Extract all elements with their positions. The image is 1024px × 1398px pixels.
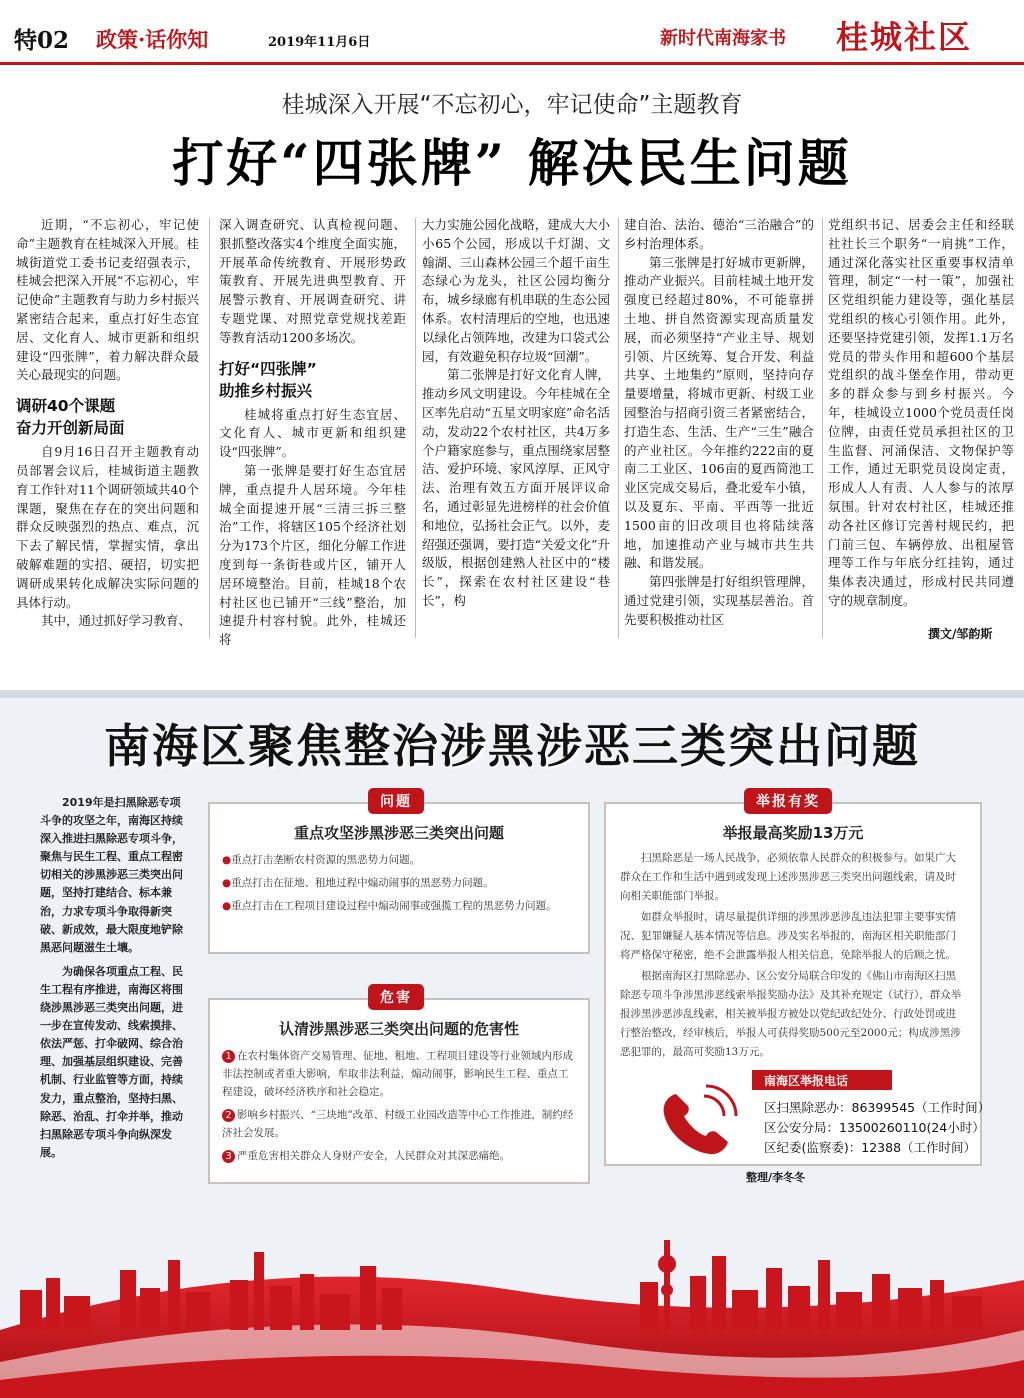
issue-item: ●重点打击垄断农村资源的黑恶势力问题。 [222,854,421,866]
harm-tag: 危害 [368,984,424,1010]
article-column-4 [624,216,814,630]
issues-heading: 重点攻坚涉黑涉恶三类突出问题 [293,824,504,842]
board-title: 南海区聚焦整治涉黑涉恶三类突出问题 [104,719,920,773]
paragraph: 为确保各项重点工程、民生工程有序推进，南海区将围绕涉黑涉恶三类突出问题，进一步在宣传发动、线索摸排、依法严惩、打伞破网、综合治理、加强基层组织建设、完善机制、行业监管等方面，持续发力，重点整治，坚持扫黑、除恶、治乱、打伞并举，推动扫黑除恶专项斗争向纵深发展。 [40,964,183,1159]
paragraph: 自9月16日召开主题教育动员部署会议后，桂城街道主题教育工作针对11个调研领域共40个课题，聚焦在存在的突出问题和群众反映强烈的热点、难点，沉下去了解民情，掌握实情，拿出破解难题的实招、硬招，切实把调研成果转化成解决实际问题的具体行动。 [16,444,199,610]
bullet-icon: ● [222,900,232,912]
article-column-1 [16,216,199,631]
paragraph: 党组织书记、居委会主任和经联社社长三个职务“一肩挑”工作，通过深化落实社区重要事权清单管理，制定“一村一策”，加强社区党组织能力建设等，强化基层党组织的核心引领作用。此外，还要坚持党建引领，发挥1.1万名党员的带头作用和超600个基层党组织的战斗堡垒作用，带动更多的群众参与到乡村振兴。今年，桂城设立1000个党员责任岗位牌，由责任党员承担社区的卫生监督、河涌保洁、文物保护等工作，通过无职党员设岗定责，形成人人有责、人人参与的浓厚氛围。针对农村社区，桂城还推动各社区修订完善村规民约，把门前三包、车辆停放、出租屋管理等工作与年底分红挂钩，通过集体表决通过，形成村民共同遵守的规章制度。 [828,217,1014,608]
promo-board [0,690,1024,1398]
hotline-entry: 区纪委(监察委)：12388（工作时间） [764,1140,977,1155]
harm-box [208,990,590,1184]
paper-slogan: 新时代南海家书 [660,28,786,49]
phone-icon [654,1082,744,1162]
hotline-title: 南海区举报电话 [752,1070,892,1090]
hotline-entry: 区扫黑除恶办：86399545（工作时间） [764,1100,991,1115]
column-divider [415,218,416,638]
hotline-entry: 区公安分局：13500260110(24小时） [764,1120,985,1135]
column-divider [822,218,823,638]
paragraph: 第二张牌是打好文化育人牌，推动乡风文明建设。今年桂城在全区率先启动“五星文明家庭”命名活动，发动22个农村社区，共4万多个户籍家庭参与，重点围绕家居整洁、爱护环境、家风淳厚、正风守法、治理有效五方面开展评议命名，通过彰显先进榜样的社会价值和地位，弘扬社会正气。以外，麦绍强还强调，要打造“关爱文化”升级版，根据创建熟人社区中的“楼长”，探索在农村社区建设“巷长”，构 [422,367,610,608]
paragraph: 近期，“不忘初心，牢记使命”主题教育在桂城深入开展。桂城街道党工委书记麦绍强表示，桂城会把深入开展“不忘初心，牢记使命”主题教育与助力乡村振兴紧密结合起来，重点打好生态宜居、文化育人、城市更新和组织建设“四张牌”，着力解决群众最关心最现实的问题。 [16,217,199,383]
column-divider [618,218,619,638]
article-byline: 撰文/邹韵斯 [928,627,993,641]
paragraph: 第四张牌是打好组织管理牌，通过党建引领，实现基层善治。首先要积极推动社区 [624,574,814,627]
harm-item: 2 影响乡村振兴、“三块地”改革、村级工业园改造等中心工作推进，制约经济社会发展。 [222,1109,574,1139]
masthead-rule [0,62,1024,65]
issue-item: ●重点打击在征地、租地过程中煽动闹事的黑恶势力问题。 [222,877,494,889]
bullet-icon: ● [222,877,232,889]
subheading-2: 打好“四张牌” 助推乡村振兴 [219,359,317,400]
article-kicker: 桂城深入开展“不忘初心，牢记使命”主题教育 [281,92,743,118]
harm-item: 3 严重危害相关群众人身财产安全，人民群众对其深恶痛绝。 [222,1147,576,1165]
report-heading: 举报最高奖励13万元 [722,824,864,842]
paragraph: 第一张牌是要打好生态宜居牌，重点提升人居环境。今年桂城全面提速开展“三清三拆三整治”工作，将辖区105个经济社划分为173个片区，细化分解工作进度到每一条街巷或片区，铺开人居环境整治。目前，桂城18个农村社区也已铺开“三线”整治，加速提升村容村貌。此外，桂城还将 [219,462,406,648]
arranged-by: 整理/李冬冬 [746,1171,806,1184]
article-headline: 打好“四张牌” 解决民生问题 [172,134,852,194]
issues-tag: 问题 [368,788,424,814]
paragraph: 大力实施公园化战略，建成大大小小65个公园，形成以千灯湖、文翰湖、三山森林公园三个超千亩生态绿心为龙头，社区公园均衡分布，城乡绿廊有机串联的生态公园体系。农村清理后的空地，也迅速以绿化占领阵地，改建为口袋式公园，有效避免积存垃圾“回潮”。 [422,217,610,364]
paragraph: 建自治、法治、德治“三治融合”的乡村治理体系。 [624,217,814,251]
paragraph: 其中，通过抓好学习教育、 [41,613,192,629]
paragraph: 深入调查研究、认真检视问题、狠抓整改落实4个维度全面实施，开展革命传统教育、开展形势政策教育、开展先进典型教育、开展警示教育、开展调查研究、讲专题党课、对照党章党规找差距等教育活动1200多场次。 [219,217,406,345]
number-badge: 3 [222,1150,235,1163]
paragraph: 扫黑除恶是一场人民战争，必须依靠人民群众的积极参与。如果广大群众在工作和生活中遇到或发现上述涉黑涉恶三类突出问题线索，请及时向相关职能部门举报。 [620,852,956,902]
paragraph: 根据南海区打黑除恶办、区公安分局联合印发的《佛山市南海区扫黑除恶专项斗争涉黑涉恶线索举报奖励办法》及其补充规定（试行），群众举报涉黑涉恶涉乱线索，相关被举报方被处以党纪政纪处分、行政处罚或进行整治整改，经审核后，举报人可获得奖励500元至2000元；构成涉黑涉恶犯罪的，最高可奖励13万元。 [620,970,962,1058]
page-number: 特02 [14,27,70,54]
article-column-2 [219,216,406,650]
paragraph: 如群众举报时，请尽量提供详细的涉黑涉恶涉乱违法犯罪主要事实情况、犯罪嫌疑人基本情况等信息。涉及实名举报的，南海区相关职能部门将严格保守秘密，绝不会泄露举报人相关信息，免除举报人的后顾之忧。 [620,911,956,961]
report-tag: 举报有奖 [744,788,832,814]
issues-box [208,794,590,954]
number-badge: 1 [222,1050,235,1063]
article-column-3 [422,216,610,611]
paragraph: 桂城将重点打好生态宜居、文化育人、城市更新和组织建设“四张牌”。 [219,406,406,460]
brand-logo: 桂城社区 [836,18,973,56]
harm-heading: 认清涉黑涉恶三类突出问题的危害性 [278,1020,519,1038]
paragraph: 2019年是扫黑除恶专项斗争的攻坚之年，南海区持续深入推进扫黑除恶专项斗争，聚焦与民生工程、重点工程密切相关的涉黑涉恶三类突出问题，坚持打建结合、标本兼治，力求专项斗争取得新突破、新成效，最大限度地铲除黑恶问题滋生土壤。 [40,796,183,954]
number-badge: 2 [222,1109,235,1122]
column-divider [209,218,210,638]
section-name: 政策·话你知 [96,27,209,52]
paragraph: 第三张牌是打好城市更新牌，推动产业振兴。目前桂城土地开发强度已经超过80%，不可能靠拼土地、拼自然资源实现高质量发展，而必须坚持“产业主导、规划引领、片区统筹、复合开发、利益共享、土地集约”原则，坚持向存量要增量，将城市更新、村级工业园整治与招商引资三者紧密结合，打造生态、生活、生产“三生”融合的产业社区。今年推约222亩的夏南二工业区、106亩的夏西简池工业区完成交易后，叠北爱车小镇，以及夏东、平南、平西等一批近1500亩的旧改项目也将陆续落地，加速推动产业与城市共生共融、和谐发展。 [624,254,814,571]
subheading-1: 调研40个课题 奋力开创新局面 [16,397,125,438]
harm-item: 1 在农村集体资产交易管理、征地、租地、工程项目建设等行业领域内形成非法控制或者重大影响，牟取非法利益，煽动闹事，影响民生工程、重点工程建设，破坏经济秩序和社会稳定。 [222,1050,573,1098]
city-skyline-illustration [0,1230,1024,1330]
masthead [0,0,1024,66]
article-column-5 [828,216,1014,611]
board-lead [40,794,188,1162]
bullet-icon: ● [222,854,232,866]
issue-date: 2019年11月6日 [268,35,371,50]
issue-item: ●重点打击在工程项目建设过程中煽动闹事或强揽工程的黑恶势力问题。 [222,900,557,912]
